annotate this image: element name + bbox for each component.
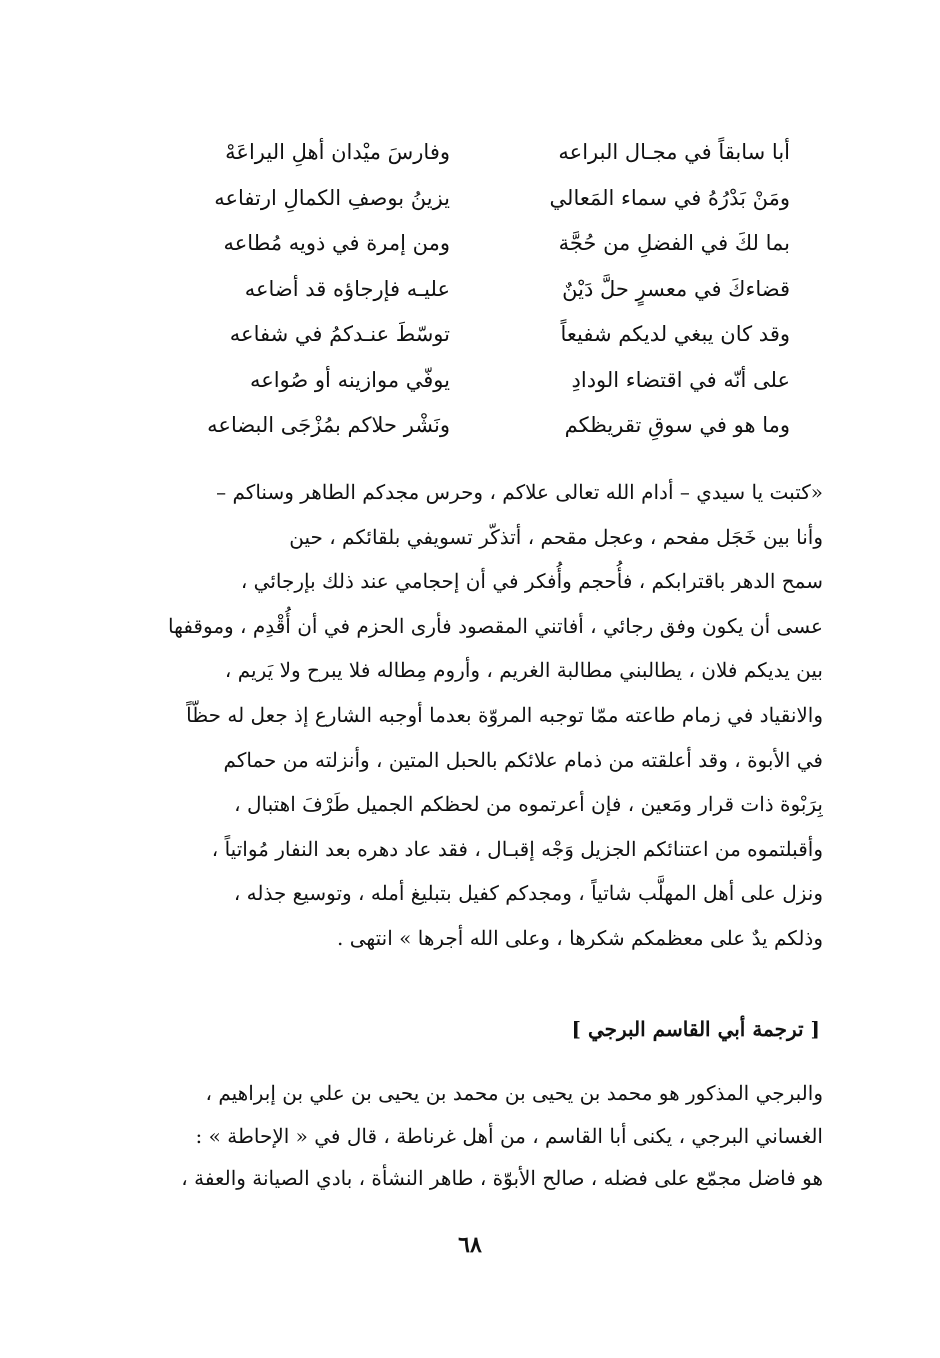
letter-line: سمح الدهر باقترابكم ، فأُحجم وأُفكر في أن إحجامي عند ذلك بإرجائي ،: [240, 569, 823, 594]
verse-first-hemistich: ومَنْ بَدْرُهُ في سماء المَعالي: [549, 185, 790, 210]
verse-first-hemistich: وقد كان يبغي لديكم شفيعاً: [560, 322, 790, 346]
poem-verse: [150, 176, 790, 222]
poem-verse: [150, 221, 790, 267]
verse-first-hemistich: قضاءكَ في معسرٍ حلَّ دَيْنٌ: [562, 276, 790, 301]
verse-second-hemistich: ومن إمرة في ذويه مُطاعه: [223, 231, 450, 255]
biography-line: الغساني البرجي ، يكنى أبا القاسم ، من أهل غرناطة ، قال في « الإحاطة » :: [195, 1123, 823, 1148]
poem: [150, 130, 790, 449]
letter-line: والانقياد في زمام طاعته ممّا توجبه المروّة بعدما أوجبه الشارع إذ جعل له حظّاً: [186, 702, 823, 727]
letter-line: وذلكم يدٌ على معظمكم شكرها ، وعلى الله أجرها » انتهى .: [337, 925, 823, 950]
verse-second-hemistich: يوفّي موازينه أو صُواعه: [249, 367, 450, 392]
letter-text: [118, 470, 823, 961]
verse-second-hemistich: توسّطَ عنـدكمُ في شفاعه: [229, 322, 450, 346]
verse-first-hemistich: بما لكَ في الفضلِ من حُجَّة: [558, 231, 790, 255]
verse-first-hemistich: أبا سابقاً في مجـال البراعه: [558, 140, 790, 164]
poem-verse: [150, 267, 790, 313]
page-number: ٦٨: [458, 1232, 482, 1258]
biography-text: [118, 1072, 823, 1200]
poem-verse: [150, 312, 790, 358]
letter-line: بِرَبْوة ذات قرار ومَعين ، فإن أعرتموه من لحظكم الجميل طَرْفَ اهتبال ،: [234, 792, 823, 817]
letter-line: ونزل على أهل المهلَّب شاتياً ، ومجدكم كفيل بتبليغ أمله ، وتوسيع جذله ،: [233, 881, 823, 906]
verse-second-hemistich: وفارسَ ميْدان أهلِ اليراعَهْ: [225, 140, 450, 164]
verse-second-hemistich: ونَشْر حلاكم بمُزْجَى البضاعه: [207, 413, 450, 437]
letter-line: «كتبت يا سيدي – أدام الله تعالى علاكم ، وحرس مجدكم الطاهر وسناكم –: [216, 480, 823, 504]
letter-line: عسى أن يكون وفق رجائي ، أفاتني المقصود فأرى الحزم في أن أُقْدِم ، وموقفها: [168, 613, 823, 638]
verse-second-hemistich: عليـه فإرجاؤه قد أضاعه: [244, 276, 450, 301]
biography-line: هو فاضل مجمّع على فضله ، صالح الأبوّة ، طاهر النشأة ، بادي الصيانة والعفة ،: [181, 1166, 823, 1190]
verse-first-hemistich: وما هو في سوقِ تقريظكم: [564, 413, 790, 437]
biography-line: والبرجي المذكور هو محمد بن يحيى بن محمد بن يحيى بن علي بن إبراهيم ،: [205, 1081, 823, 1105]
letter-line: وأقبلتموه من اعتنائكم الجزيل وَجْه إقبـال ، فقد عاد دهره بعد النفار مُواتياً ،: [211, 836, 823, 861]
letter-line: وأنا بين خَجَل مفحم ، وعجل مقحم ، أتذكّر تسويفي بلقائكم ، حين: [289, 524, 823, 549]
verse-first-hemistich: على أنّه في اقتضاء الودادِ: [571, 367, 790, 392]
poem-verse: [150, 130, 790, 176]
poem-verse: [150, 358, 790, 404]
section-heading: [ ترجمة أبي القاسم البرجي ]: [571, 1017, 820, 1041]
letter-line: في الأبوة ، وقد أعلقته من ذمام علائكم بالحبل المتين ، وأنزلته من حماكم: [223, 747, 823, 772]
poem-verse: [150, 403, 790, 449]
letter-line: بين يديكم فلان ، يطالبني مطالبة الغريم ، وأروم مِطاله فلا يبرح ولا يَريم ،: [224, 658, 823, 683]
verse-second-hemistich: يزينُ بوصفِ الكمالِ ارتفاعه: [214, 185, 450, 210]
